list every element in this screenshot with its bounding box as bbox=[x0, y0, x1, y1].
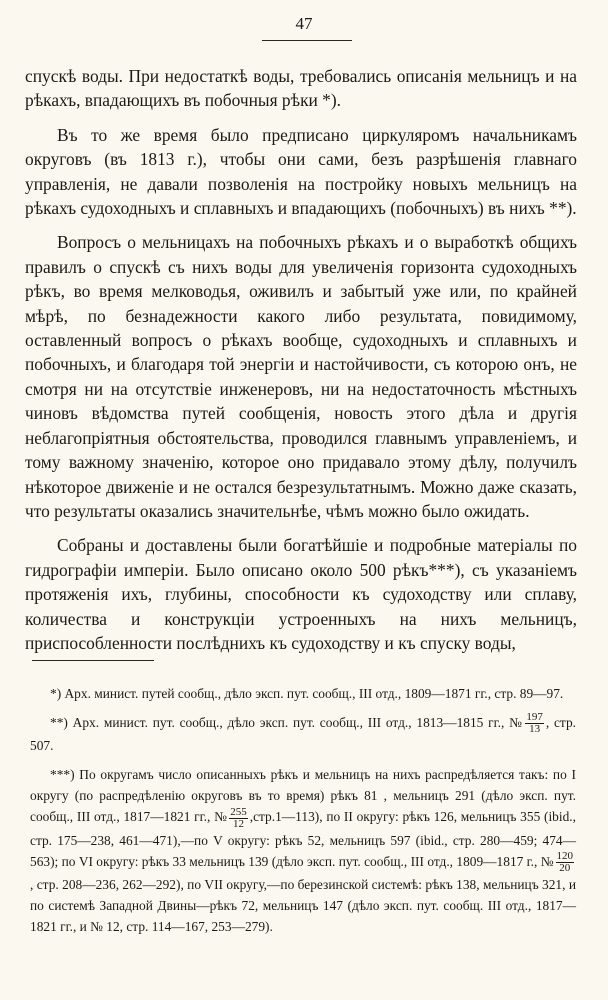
fraction: $\frac{255}{12}$ bbox=[230, 805, 247, 830]
main-text bbox=[25, 64, 577, 665]
footnote-2-tail: , стр. 507. bbox=[30, 715, 576, 754]
footnotes bbox=[30, 683, 576, 945]
paragraph-4: Собраны и доставлены были богатѣйшіе и подробные матеріалы по гидрографіи имперіи. Было описано около 500 рѣкъ***), съ указаніемъ протяженія ихъ, глубины, способности къ судоходству или сплаву, количества и конструкціи устроенныхъ на нихъ мельницъ, приспособленности послѣднихъ къ судоходству и къ спуску воды, bbox=[25, 535, 577, 653]
page-number-rule bbox=[262, 40, 352, 41]
paragraph-1: спускѣ воды. При недостаткѣ воды, требовались описанія мельницъ и на рѣкахъ, впадающихъ въ побочныя рѣки *). bbox=[25, 66, 577, 111]
footnote-2-text: **) Арх. минист. пут. сообщ., дѣло эксп. пут. сообщ., III отд., 1813—1815 гг., № bbox=[50, 715, 524, 730]
footnote-1: *) Арх. минист. путей сообщ., дѣло эксп. пут. сообщ., III отд., 1809—1871 гг., стр. 89—97. bbox=[50, 686, 564, 701]
footnote-3-part-b: ,стр.1—113), по II округу: рѣкъ 126, мельницъ 355 (ibid., стр. 175—238, 461—471),—по V округу: рѣкъ 52, мельницъ 597 (ibid., стр. 280—459; 474—563); по VI округу: рѣкъ 33 мельницъ 139 (дѣло эксп. пут. сообщ., III отд., 1809—1817 г., № bbox=[30, 809, 576, 869]
fraction: $\frac{197}{13}$ bbox=[526, 711, 543, 736]
footnote-rule bbox=[32, 660, 154, 661]
paragraph-3: Вопросъ о мельницахъ на побочныхъ рѣкахъ и о выработкѣ общихъ правилъ о спускѣ съ нихъ воды для увеличенія горизонта судоходныхъ рѣкъ, во время мелководья, оживилъ и забытый уже или, по крайней мѣрѣ, по безнадежности какого либо результата, повидимому, оставленный вопросъ о рѣкахъ вообще, судоходныхъ и сплавныхъ и побочныхъ, и благодаря той энергіи и настойчивости, съ которою онъ, не смотря ни на отсутствіе инженеровъ, ни на недостаточность мѣстныхъ чиновъ вѣдомства путей сообщенія, новость этого дѣла и другія неблагопріятныя обстоятельства, проводился главнымъ управленіемъ, и тому важному значенію, которое оно придавало этому дѣлу, получилъ нѣкоторое движеніе и не остался безрезультатнымъ. Можно даже сказать, что результаты оказались значительнѣе, чѣмъ можно было ожидать. bbox=[25, 232, 577, 521]
footnote-3-part-c: , стр. 208—236, 262—292), по VII округу,—по березинской системѣ: рѣкъ 138, мельницъ 321, и по системѣ Западной Двины—рѣкъ 72, мельницъ 147 (дѣло эксп. пут. сообщ. III отд., 1817—1821 гг., и № 12, стр. 114—167, 253—279). bbox=[30, 877, 576, 935]
page-number: 47 bbox=[295, 14, 313, 33]
paragraph-2: Въ то же время было предписано циркуляромъ начальникамъ округовъ (въ 1813 г.), чтобы они сами, безъ разрѣшенія главнаго управленія, не давали позволенія на постройку новыхъ мельницъ на рѣкахъ судоходныхъ и сплавныхъ и впадающихъ (побочныхъ) въ нихъ **). bbox=[25, 124, 577, 219]
footnote-2 bbox=[30, 712, 576, 756]
footnote-3-part-a: ***) По округамъ число описанныхъ рѣкъ и мельницъ на нихъ распредѣляется такъ: по I округу (по распредѣленію округовъ въ то время) рѣкъ 81 , мельницъ 291 (дѣло эксп. пут. сообщ., III отд., 1817—1821 гг., № bbox=[30, 767, 576, 825]
footnote-3 bbox=[30, 764, 576, 937]
fraction: $\frac{120}{20}$ bbox=[556, 850, 573, 875]
